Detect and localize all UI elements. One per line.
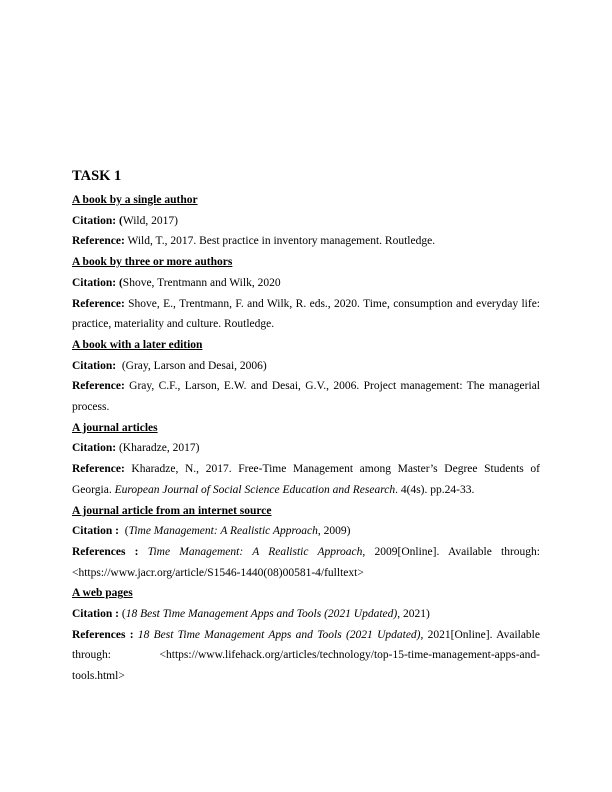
reference-line [72, 459, 540, 500]
citation-close: , 2009) [317, 525, 351, 538]
reference-label: Reference: [72, 235, 125, 248]
reference-title: Time Management: A Realistic Approach [147, 545, 363, 558]
citation-line [72, 438, 540, 459]
section-heading: A journal article from an internet source [72, 504, 272, 517]
document-content [72, 166, 540, 687]
citation-open: ( [118, 608, 126, 621]
citation-label: Citation : [72, 525, 119, 538]
citation-title: Time Management: A Realistic Approach [128, 525, 318, 538]
citation-text: Shove, Trentmann and Wilk, 2020 [122, 276, 281, 289]
citation-line [72, 521, 540, 542]
reference-label: References : [72, 628, 134, 641]
reference-text: Wild, T., 2017. Best practice in inventory management. Routledge. [124, 235, 436, 248]
section-journal-articles [72, 418, 540, 501]
reference-line [72, 231, 540, 252]
reference-text: Kharadze, N., 2017. Free-Time Management among Master’s Degree Students of Georgia. [72, 463, 540, 496]
citation-line [72, 273, 540, 294]
citation-label: Citation: ( [72, 276, 123, 289]
reference-text: Shove, E., Trentmann, F. and Wilk, R. eds., 2020. Time, consumption and everyday life: practice, materiality and culture. Routledge. [72, 297, 540, 331]
reference-label: Reference: [72, 297, 125, 310]
section-web-pages [72, 583, 540, 687]
section-later-edition [72, 335, 540, 418]
reference-line [72, 294, 540, 335]
reference-text-after: , 2009[Online]. Available through: <https://www.jacr.org/article/S1546-1440(08)00581-4/fulltext> [72, 545, 540, 579]
section-single-author [72, 190, 540, 252]
reference-label: Reference: [72, 463, 125, 476]
reference-label: Reference: [72, 380, 125, 393]
citation-label: Citation: [72, 442, 117, 455]
section-heading: A book by a single author [72, 194, 198, 206]
citation-label: Citation : [72, 608, 119, 621]
citation-close: , 2021) [397, 608, 430, 621]
section-heading: A web pages [72, 587, 133, 600]
reference-title: 18 Best Time Management Apps and Tools (2021 Updated) [137, 628, 421, 641]
section-three-authors [72, 252, 540, 335]
reference-line [72, 625, 540, 687]
citation-line [72, 356, 540, 377]
task-title: TASK 1 [72, 168, 122, 184]
reference-line [72, 376, 540, 417]
reference-text: Gray, C.F., Larson, E.W. and Desai, G.V., 2006. Project management: The managerial process. [72, 380, 540, 414]
citation-text: Wild, 2017) [122, 214, 178, 227]
reference-label: References : [72, 545, 139, 558]
section-heading: A journal articles [72, 421, 158, 434]
citation-line [72, 604, 540, 625]
section-internet-article [72, 501, 540, 584]
citation-open: ( [118, 525, 129, 538]
citation-open: ( [116, 214, 123, 227]
reference-line [72, 542, 540, 583]
citation-line [72, 211, 540, 232]
reference-journal-title: European Journal of Social Science Education and Research [114, 483, 396, 496]
citation-label: Citation: [72, 359, 117, 372]
section-heading: A book by three or more authors [72, 256, 233, 269]
section-heading: A book with a later edition [72, 338, 203, 351]
reference-text-after: . 4(4s). pp.24-33. [395, 483, 475, 496]
citation-label: Citation: [72, 214, 117, 227]
reference-text-after: , 2021[Online]. Available through: <https://www.lifehack.org/articles/technology/top-15-time-management-apps-and-tools.html> [72, 628, 540, 683]
citation-text: (Gray, Larson and Desai, 2006) [116, 359, 267, 372]
citation-title: 18 Best Time Management Apps and Tools (2021 Updated) [125, 608, 398, 621]
citation-text: (Kharadze, 2017) [116, 442, 200, 455]
